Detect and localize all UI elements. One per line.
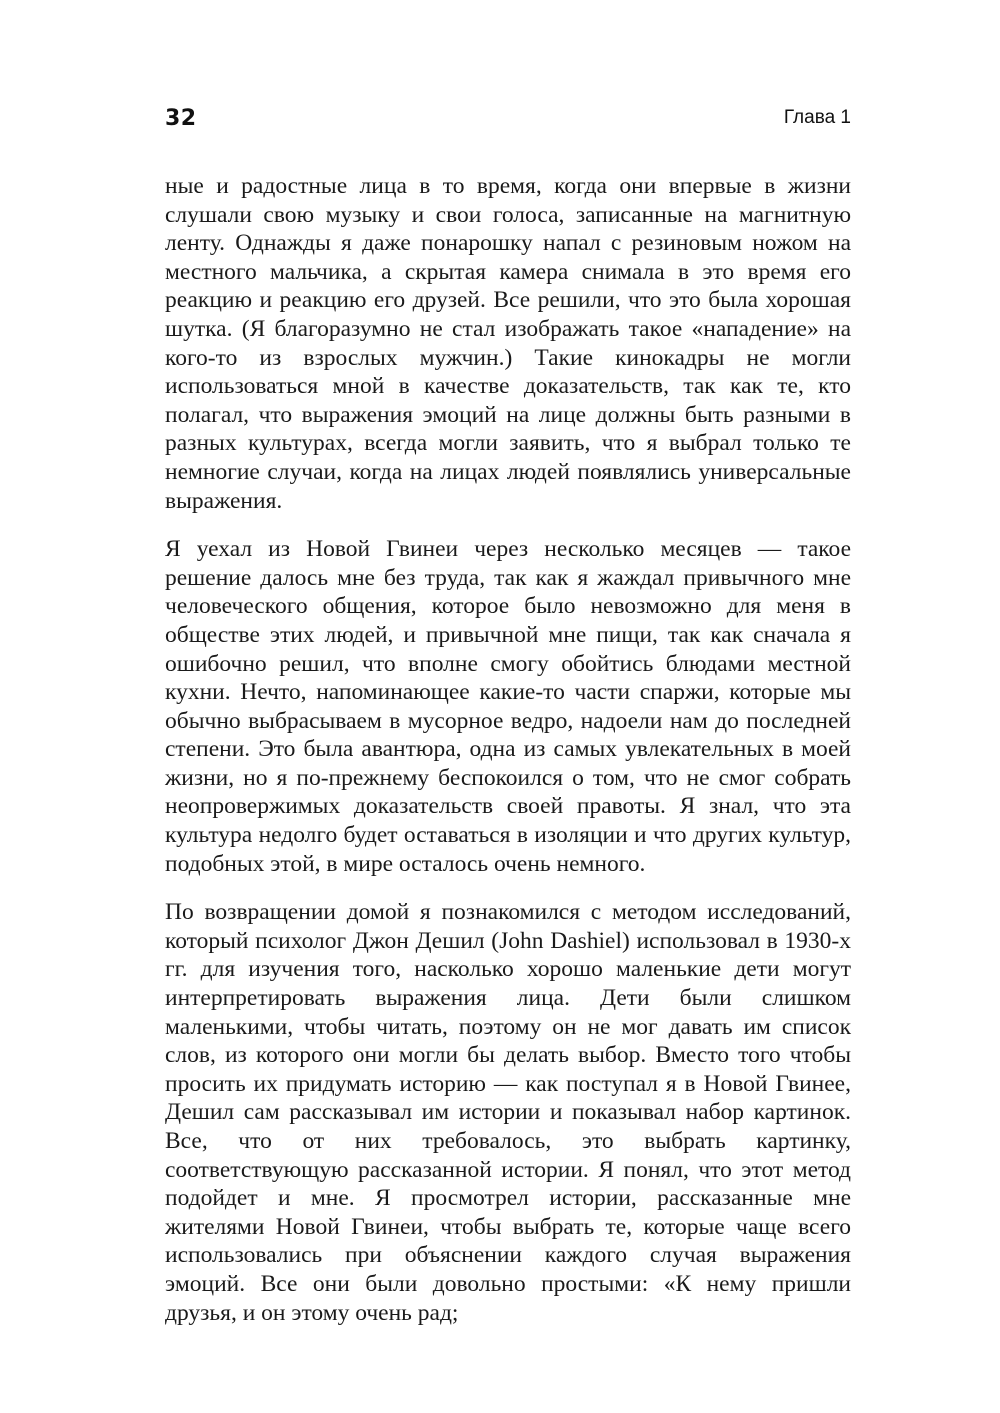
paragraph-2: Я уехал из Новой Гвинеи через несколько месяцев — такое решение далось мне без труда, так как я жаждал привычного мне человеческого общения, которое было невозможно для меня в обществе этих людей, и привычной мне пищи, так как сначала я ошибочно решил, что вполне смогу обойтись блюдами местной кухни. Нечто, напоминающее какие-то части спаржи, которые мы обычно выбрасываем в мусорное ведро, надоели нам до последней степени. Это была авантюра, одна из самых увлекательных в моей жизни, но я по-прежнему беспокоился о том, что не смог собрать неопровержимых доказательств своей правоты. Я знал, что эта культура недолго будет оставаться в изоляции и что других культур, подобных этой, в мире осталось очень немного. bbox=[165, 536, 851, 877]
page-number: 32 bbox=[165, 105, 197, 131]
running-header bbox=[165, 98, 851, 138]
chapter-label: Глава 1 bbox=[783, 107, 851, 128]
body-text bbox=[165, 172, 851, 1327]
paragraph-1: ные и радостные лица в то время, когда они впервые в жизни слушали свою музыку и свои голоса, записанные на магнитную ленту. Однажды я даже понарошку напал с резиновым ножом на местного мальчика, а скрытая камера снимала в это время его реакцию и реакцию его друзей. Все решили, что это была хорошая шутка. (Я благоразумно не стал изображать такое «нападение» на кого-то из взрослых мужчин.) Такие кинокадры не могли использоваться мной в качестве доказательств, так как те, кто полагал, что выражения эмоций на лице должны быть разными в разных культурах, всегда могли заявить, что я выбрал только те немногие случаи, когда на лицах людей появлялись универсальные выражения. bbox=[165, 173, 851, 514]
paragraph-3: По возвращении домой я познакомился с методом исследований, который психолог Джон Дешил (John Dashiel) использовал в 1930-х гг. для изучения того, насколько хорошо маленькие дети могут интерпретировать выражения лица. Дети были слишком маленькими, чтобы читать, поэтому он не мог давать им список слов, из которого они могли бы делать выбор. Вместо того чтобы просить их придумать историю — как поступал я в Новой Гвинее, Дешил сам рассказывал им истории и показывал набор картинок. Все, что от них требовалось, это выбрать картинку, соответствующую рассказанной истории. Я понял, что этот метод подойдет и мне. Я просмотрел истории, рассказанные мне жителями Новой Гвинеи, чтобы выбрать те, которые чаще всего использовались при объяснении каждого случая выражения эмоций. Все они были довольно простыми: «К нему пришли друзья, и он этому очень рад; bbox=[165, 899, 851, 1326]
